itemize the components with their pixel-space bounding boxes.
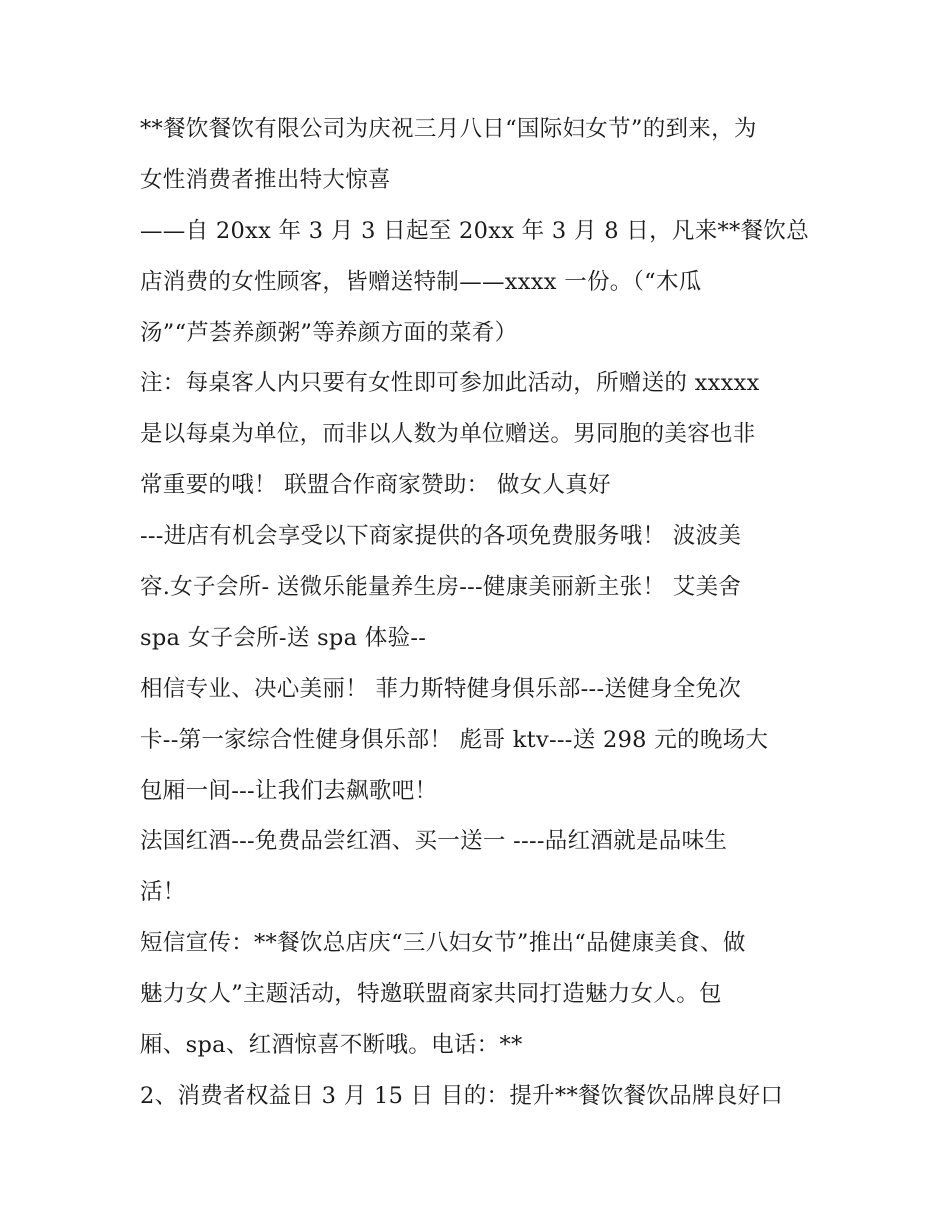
text-line: 2、消费者权益日 3 月 15 日 目的：提升**餐饮餐饮品牌良好口 — [140, 1082, 784, 1109]
text-line: 是以每桌为单位，而非以人数为单位赠送。男同胞的美容也非 — [140, 421, 756, 448]
text-line: 法国红酒---免费品尝红酒、买一送一 ----品红酒就是品味生 — [140, 828, 728, 855]
text-line: 包厢一间---让我们去飙歌吧！ — [140, 777, 438, 804]
document-body — [140, 104, 830, 1122]
text-line: 短信宣传：**餐饮总店庆“三八妇女节”推出“品健康美食、做 — [140, 930, 746, 957]
text-line: 常重要的哦！ 联盟合作商家赞助： 做女人真好 — [140, 472, 611, 499]
text-line: **餐饮餐饮有限公司为庆祝三月八日“国际妇女节”的到来，为 — [140, 116, 757, 142]
text-line: 卡--第一家综合性健身俱乐部！ 彪哥 ktv---送 298 元的晚场大 — [140, 726, 769, 753]
text-line: 活！ — [140, 879, 186, 906]
text-line: 厢、spa、红酒惊喜不断哦。电话：** — [140, 1032, 523, 1059]
text-line: 魅力女人”主题活动，特邀联盟商家共同打造魅力女人。包 — [140, 981, 722, 1008]
text-line: 女性消费者推出特大惊喜 — [140, 166, 391, 193]
text-line: 注：每桌客人内只要有女性即可参加此活动，所赠送的 xxxxx — [140, 370, 760, 397]
text-line: spa 女子会所-送 spa 体验-- — [140, 624, 427, 651]
text-line: 相信专业、决心美丽！ 菲力斯特健身俱乐部---送健身全免次 — [140, 675, 742, 702]
text-line: 容.女子会所- 送微乐能量养生房---健康美丽新主张！ 艾美舍 — [140, 574, 742, 601]
text-line: 汤”“芦荟养颜粥”等养颜方面的菜肴） — [140, 319, 518, 346]
text-line: 店消费的女性顾客，皆赠送特制——xxxx 一份。（“木瓜 — [140, 268, 702, 295]
text-line: ---进店有机会享受以下商家提供的各项免费服务哦！ 波波美 — [140, 523, 742, 550]
text-line: ——自 20xx 年 3 月 3 日起至 20xx 年 3 月 8 日，凡来**餐饮总 — [140, 217, 810, 244]
